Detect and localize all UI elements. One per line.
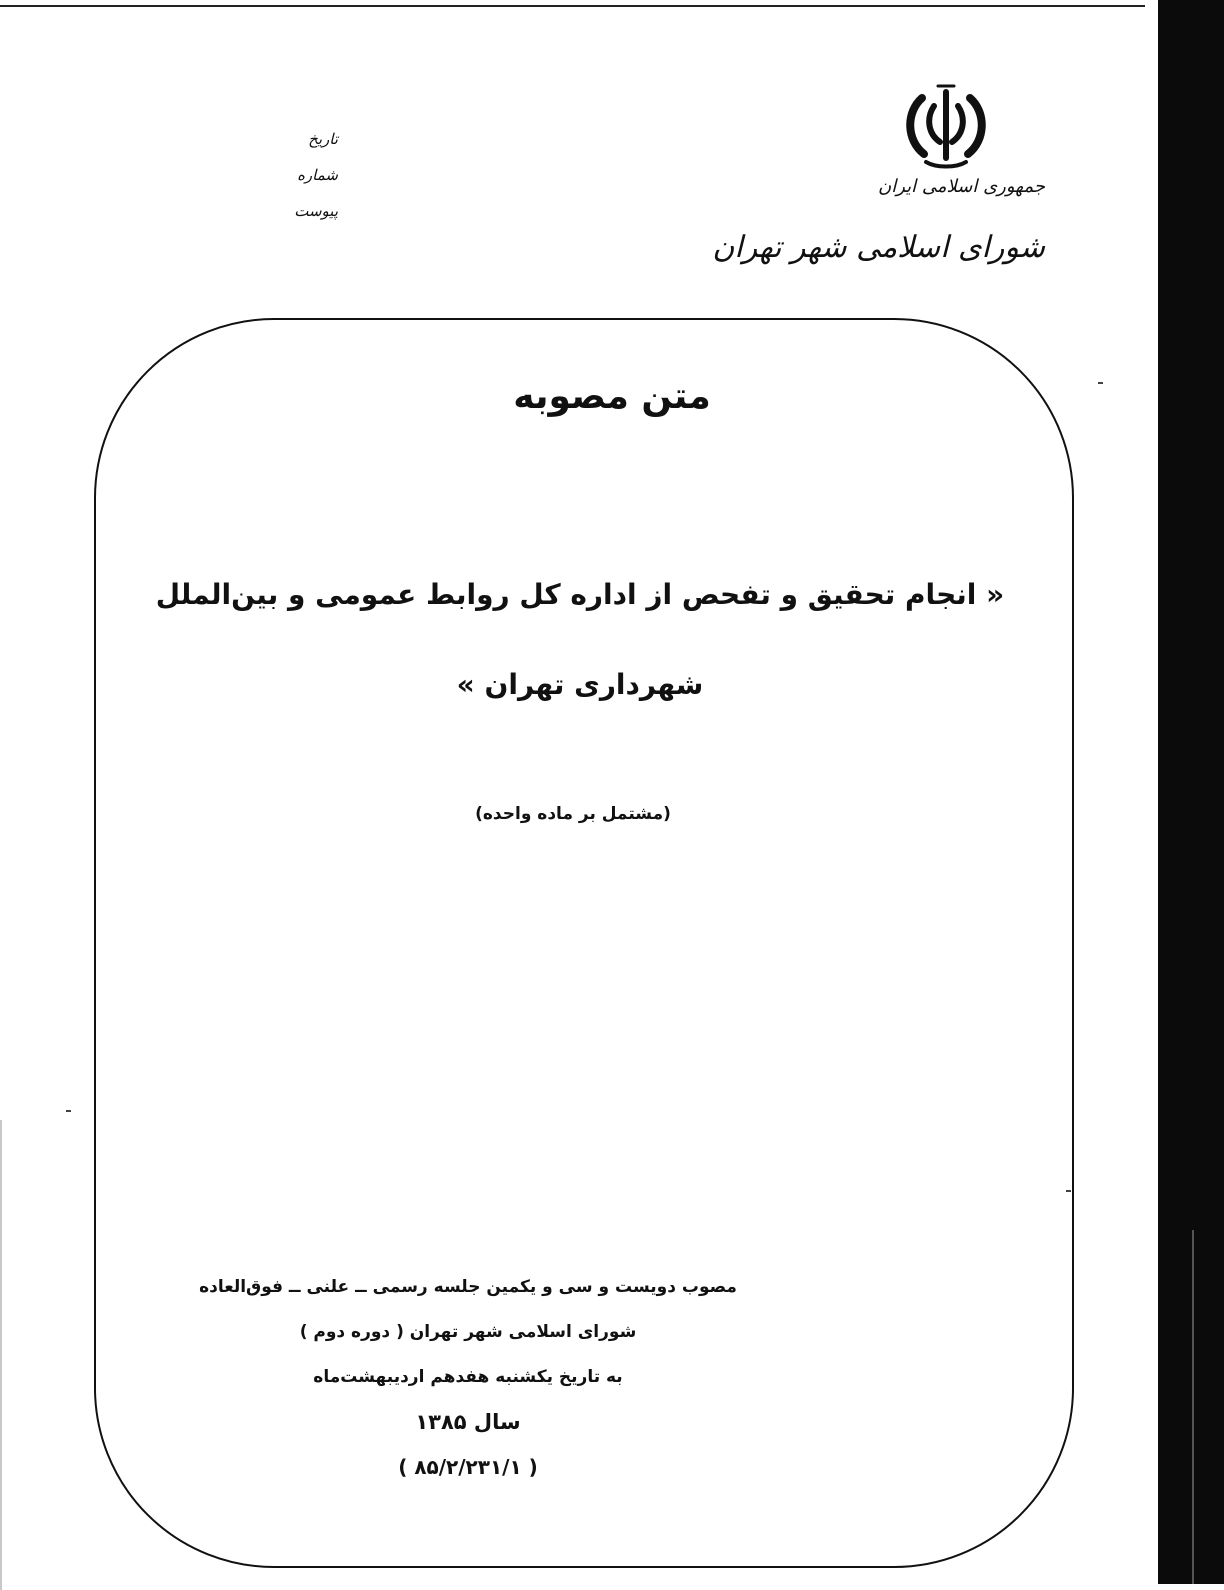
approval-date-line: به تاریخ یکشنبه هفدهم اردیبهشت‌ماه — [313, 1367, 623, 1387]
approval-year: سال ۱۳۸۵ — [415, 1410, 521, 1434]
approval-session-line: مصوب دویست و سی و یکمین جلسه رسمی ــ علنی ــ فوق‌العاده — [199, 1277, 737, 1297]
approval-block — [168, 1265, 768, 1490]
scan-black-margin — [1158, 0, 1224, 1584]
scan-edge-line — [0, 1120, 2, 1590]
scan-speck — [66, 1110, 71, 1112]
approval-code: ( ۸۵/۲/۲۳۱/۱ ) — [398, 1455, 538, 1479]
council-name: شورای اسلامی شهر تهران — [712, 230, 1045, 265]
approval-council-line: شورای اسلامی شهر تهران ( دوره دوم ) — [299, 1322, 637, 1342]
resolution-subject — [150, 550, 1010, 730]
republic-name: جمهوری اسلامی ایران — [878, 176, 1045, 197]
number-label: شماره — [297, 166, 338, 184]
letter-meta-fields — [228, 130, 338, 238]
attachment-label: پیوست — [294, 202, 338, 220]
scan-edge-line — [1192, 1230, 1194, 1584]
scan-edge-line — [0, 5, 1145, 7]
date-label: تاریخ — [308, 130, 338, 148]
document-title: متن مصوبه — [513, 376, 711, 417]
iran-emblem-icon — [900, 78, 992, 170]
subject-line: « انجام تحقیق و تفحص از اداره کل روابط عمومی و بین‌الملل — [155, 578, 1005, 611]
subject-line: شهرداری تهران » — [456, 668, 704, 701]
single-article-note: (مشتمل بر ماده واحده) — [475, 804, 671, 824]
